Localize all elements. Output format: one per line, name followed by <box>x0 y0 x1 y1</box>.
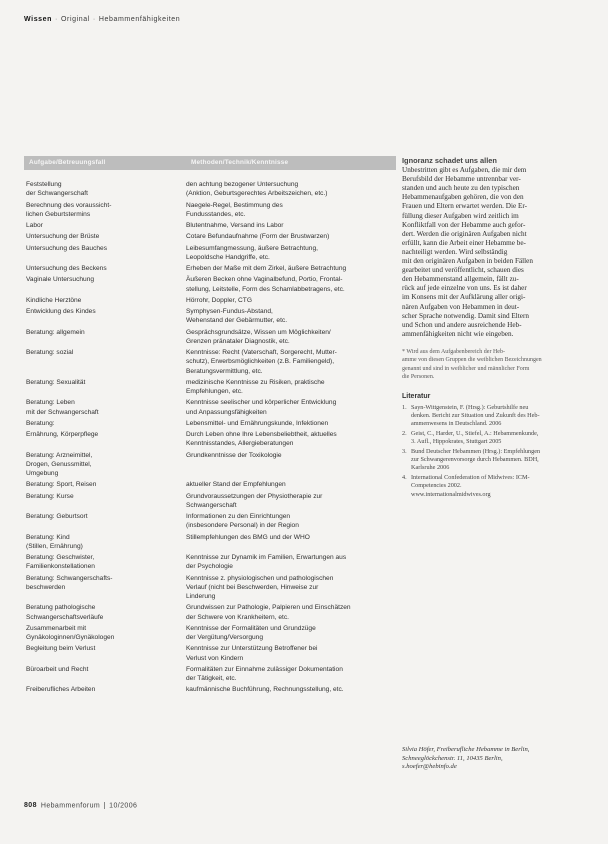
literature-line: Karlsruhe 2006 <box>411 464 450 472</box>
task-text: Beratung: Sport, Reisen <box>26 481 97 489</box>
method-cell <box>180 419 396 428</box>
task-text: der Schwangerschaft <box>26 190 88 198</box>
table-row <box>24 512 396 530</box>
task-text: Untersuchung des Bauches <box>26 244 108 252</box>
literature-item <box>402 404 584 429</box>
task-text: Ernährung, Körperpflege <box>26 431 99 439</box>
method-text: der Schwere von Krankheitern, etc. <box>186 613 289 621</box>
footnote <box>402 348 584 382</box>
method-cell <box>180 328 396 346</box>
method-cell <box>180 430 396 448</box>
task-text: Feststellung <box>26 181 62 188</box>
method-text: Kenntnisstandes, Allergieberatungen <box>186 440 294 448</box>
method-cell <box>180 275 396 293</box>
body-text-line: scher Sprache notwendig. Damit sind Eltern <box>402 311 529 320</box>
method-text: schutz), Erwerbsmöglichkeiten (z.B. Familiengeld), <box>186 358 335 366</box>
method-cell <box>180 480 396 489</box>
task-text: Familienkonstellationen <box>26 563 95 571</box>
method-text: Hörrohr, Doppler, CTG <box>186 296 252 304</box>
task-text: Vaginale Untersuchung <box>26 276 95 284</box>
task-cell <box>24 348 180 376</box>
task-text: Beratung: Geschwister, <box>26 554 95 562</box>
literature-text <box>411 474 530 499</box>
method-text: Gesprächsgrundsätze, Wissen um Möglichkeiten/ <box>186 328 331 336</box>
literature-text <box>411 404 540 429</box>
task-cell <box>24 378 180 396</box>
method-text: Leopoldsche Handgriffe, etc. <box>186 253 270 261</box>
task-text: Beratung: Sexualität <box>26 378 86 386</box>
task-cell <box>24 180 180 198</box>
body-text-line: nachteiligt werden. Wird selbständig <box>402 247 508 256</box>
method-text: Fundusstandes, etc. <box>186 210 246 218</box>
task-cell <box>24 244 180 262</box>
footnote-line: amme von diesen Gruppen die weiblichen Bezeichnungen <box>402 357 542 364</box>
method-text: Linderung <box>186 593 216 601</box>
method-text: kaufmännische Buchführung, Rechnungsstellung, etc. <box>186 686 344 694</box>
task-cell <box>24 480 180 489</box>
author-info <box>402 746 584 772</box>
table-row <box>24 275 396 293</box>
task-text: Beratung: Arzneimittel, <box>26 451 93 459</box>
literature-line: www.internationalmidwives.org <box>411 490 491 498</box>
journal-issue: 10/2006 <box>109 802 138 810</box>
method-cell <box>180 180 396 198</box>
method-cell <box>180 603 396 621</box>
journal-name: Hebammenforum <box>40 802 101 810</box>
task-text: Labor <box>26 222 43 229</box>
method-text: Leibesumfangmessung, äußere Betrachtung, <box>186 244 318 252</box>
method-text: Kenntnisse z. physiologischen und pathologischen <box>186 574 334 582</box>
task-text: (Stillen, Ernährung) <box>26 542 83 550</box>
method-cell <box>180 624 396 642</box>
table-row <box>24 665 396 683</box>
author-address-line: Schneeglöckchenstr. 11, 10435 Berlin, <box>402 754 503 762</box>
body-text-line: gearbeitet und veröffentlicht, schauen dies <box>402 266 524 275</box>
task-text: Zusammenarbeit mit <box>26 624 87 632</box>
table-row <box>24 603 396 621</box>
table-header <box>24 156 396 170</box>
literature-number: 1. <box>402 403 407 411</box>
body-text-line: im Konsens mit der Aufklärung aller origi- <box>402 293 526 302</box>
running-head-section: Wissen <box>24 16 53 23</box>
literature-line: Sayn-Wittgenstein, F. (Hrsg.): Geburtshilfe neu <box>411 403 529 411</box>
task-cell <box>24 328 180 346</box>
method-text: Grenzen pränataler Diagnostik, etc. <box>186 337 290 345</box>
table-header-task: Aufgabe/Betreuungsfall <box>29 159 106 167</box>
body-text-line: füllung dieser Aufgaben wird zeitlich im <box>402 211 519 220</box>
task-cell <box>24 665 180 683</box>
task-text: Begleitung beim Verlust <box>26 645 96 653</box>
literature-item <box>402 474 584 499</box>
method-cell <box>180 221 396 230</box>
table-row <box>24 232 396 241</box>
task-cell <box>24 296 180 305</box>
table-row <box>24 244 396 262</box>
method-cell <box>180 512 396 530</box>
method-text: Blutentnahme, Versand ins Labor <box>186 222 284 229</box>
running-head-category: Original <box>60 16 90 23</box>
literature-line: International Confederation of Midwives: ICM- <box>411 473 530 481</box>
author-address-line: s.hoefer@hebinfo.de <box>402 763 457 771</box>
table-row <box>24 378 396 396</box>
method-cell <box>180 201 396 219</box>
table-body <box>24 180 396 695</box>
method-text: Kenntnisse zur Dynamik im Familien, Erwartungen aus <box>186 554 347 562</box>
task-cell <box>24 419 180 428</box>
task-text: Berechnung des voraussicht- <box>26 201 112 209</box>
table-row <box>24 492 396 510</box>
literature-line: Geist, C., Harder, U., Stiefel, A.: Hebammenkunde, <box>411 429 539 437</box>
method-text: den achtung bezogener Untersuchung <box>186 181 299 188</box>
task-cell <box>24 221 180 230</box>
task-cell <box>24 275 180 293</box>
method-cell <box>180 492 396 510</box>
body-text-line: und Schon und andere ausreichende Heb- <box>402 320 522 329</box>
method-text: Lebensmittel- und Ernährungskunde, Infektionen <box>186 419 329 427</box>
method-cell <box>180 644 396 662</box>
method-cell <box>180 296 396 305</box>
task-text: mit der Schwangerschaft <box>26 408 99 416</box>
method-text: (insbesondere Personal) in der Region <box>186 522 299 530</box>
section-heading: Ignoranz schadet uns allen <box>402 156 497 165</box>
task-cell <box>24 264 180 273</box>
method-text: der Tätigkeit, etc. <box>186 675 237 683</box>
method-text: Formalitäten zur Einnahme zulässiger Dokumentation <box>186 665 343 673</box>
literature-item <box>402 448 584 473</box>
running-head-separator: · <box>55 16 58 23</box>
running-head <box>24 16 180 23</box>
task-text: Kindliche Herztöne <box>26 296 82 304</box>
task-cell <box>24 644 180 662</box>
table-row <box>24 419 396 428</box>
task-text: Beratung: allgemein <box>26 328 85 336</box>
method-text: der Psychologie <box>186 563 233 571</box>
task-text: Umgebung <box>26 470 59 478</box>
table-header-methods: Methoden/Technik/Kenntnisse <box>191 159 289 167</box>
footer-divider <box>104 802 105 809</box>
task-text: Beratung: Geburtsort <box>26 513 88 521</box>
task-cell <box>24 232 180 241</box>
table-row <box>24 398 396 416</box>
method-text: Kenntnisse: Recht (Vaterschaft, Sorgerecht, Mutter- <box>186 349 337 357</box>
literature-line: Competencies 2002. <box>411 482 462 490</box>
method-text: Schwangerschaft <box>186 501 237 509</box>
author-line: Silvia Höfer, Freiberufliche Hebamme in Berlin, <box>402 746 530 753</box>
literature-line: zur Schwangerenvorsorge durch Hebammen. BDH, <box>411 456 539 464</box>
table-row <box>24 533 396 551</box>
task-cell <box>24 492 180 510</box>
task-text: Beratung: Schwangerschafts- <box>26 574 113 582</box>
task-cell <box>24 603 180 621</box>
method-cell <box>180 451 396 479</box>
literature-list <box>402 404 584 499</box>
literature-number: 3. <box>402 447 407 455</box>
method-text: Naegele-Regel, Bestimmung des <box>186 201 283 209</box>
table-row <box>24 553 396 571</box>
task-text: Beratung: Kurse <box>26 492 74 500</box>
method-text: Kenntnisse seelischer und körperlicher Entwicklung <box>186 399 337 407</box>
task-cell <box>24 451 180 479</box>
task-cell <box>24 624 180 642</box>
page-footer <box>24 802 137 809</box>
method-cell <box>180 665 396 683</box>
method-text: Empfehlungen, etc. <box>186 388 243 396</box>
table-row <box>24 624 396 642</box>
literature-line: denken. Bericht zur Situation und Zukunft des Heb- <box>411 412 540 419</box>
body-text-line: standen und auch heute zu den typischen <box>402 184 520 193</box>
method-text: Erheben der Maße mit dem Zirkel, äußere Betrachtung <box>186 265 347 273</box>
method-text: Informationen zu den Einrichtungen <box>186 513 291 521</box>
method-text: Grundvoraussetzungen der Physiotherapie zur <box>186 492 323 500</box>
method-text: Symphysen-Fundus-Abstand, <box>186 308 273 316</box>
method-text: (Anktion, Geburtsgerechtes Arbeitszeichen, etc.) <box>186 190 328 198</box>
method-text: Grundwissen zur Pathologie, Palpieren und Einschätzen <box>186 604 351 612</box>
task-text: Freiberufliches Arbeiten <box>26 686 96 694</box>
body-text-line: Frauen und Eltern erwartet werden. Die Er- <box>402 202 527 211</box>
method-text: Kenntnisse zur Unterstützung Betroffener bei <box>186 645 318 653</box>
method-text: Grundkenntnisse der Toxikologie <box>186 451 282 459</box>
page-number: 808 <box>24 802 37 810</box>
table-row <box>24 430 396 448</box>
method-cell <box>180 533 396 551</box>
table-row <box>24 480 396 489</box>
running-head-topic: Hebammenfähigkeiten <box>98 16 181 23</box>
task-text: Untersuchung des Beckens <box>26 265 107 273</box>
task-text: Drogen, Genussmittel, <box>26 460 92 468</box>
method-text: aktueller Stand der Empfehlungen <box>186 481 286 489</box>
method-cell <box>180 685 396 694</box>
body-text-line: dert. Werden die originären Aufgaben nicht <box>402 229 527 238</box>
task-text: Beratung: sozial <box>26 349 74 357</box>
table-row <box>24 685 396 694</box>
literature-item <box>402 430 584 447</box>
literature-line: Bund Deutscher Hebammen (Hrsg.): Empfehlungen <box>411 447 541 455</box>
task-cell <box>24 430 180 448</box>
task-text: lichen Geburtstermins <box>26 210 91 218</box>
task-cell <box>24 201 180 219</box>
task-text: Schwangerschaftsverläufe <box>26 613 104 621</box>
body-text-line: nären Aufgaben von Hebammen in deut- <box>402 302 520 311</box>
task-cell <box>24 533 180 551</box>
method-text: Durch Leben ohne Ihre Lebensbeliebtheit, aktuelles <box>186 431 337 439</box>
method-text: und Anpassungsfähigkeiten <box>186 408 267 416</box>
method-cell <box>180 378 396 396</box>
method-text: Verlauf (nicht bei Beschwerden, Hinweise zur <box>186 583 319 591</box>
table-row <box>24 264 396 273</box>
literature-text <box>411 448 540 473</box>
task-text: Beratung: Kind <box>26 533 70 541</box>
method-cell <box>180 264 396 273</box>
method-cell <box>180 348 396 376</box>
body-text-line: Berufsbild der Hebamme untrennbar ver- <box>402 175 521 184</box>
method-cell <box>180 307 396 325</box>
table-row <box>24 348 396 376</box>
task-cell <box>24 398 180 416</box>
method-cell <box>180 244 396 262</box>
task-cell <box>24 685 180 694</box>
body-text-line: erfüllt, kann die Arbeit einer Hebamme be- <box>402 238 526 247</box>
body-text-line: ammenfähigkeiten nicht wie eingeben. <box>402 329 514 338</box>
task-text: beschwerden <box>26 583 66 591</box>
task-cell <box>24 553 180 571</box>
body-text-line: Unbestritten gibt es Aufgaben, die mir dem <box>402 166 527 175</box>
table-row <box>24 221 396 230</box>
task-cell <box>24 574 180 602</box>
method-cell <box>180 398 396 416</box>
body-text-line: Hebammenaufgaben gehören, die von den <box>402 193 524 202</box>
method-text: Äußeren Becken ohne Vaginalbefund, Portio, Frontal- <box>186 276 343 284</box>
literature-line: ammenwesens in Deutschland. 2006 <box>411 420 502 428</box>
running-head-separator: · <box>92 16 96 23</box>
method-cell <box>180 553 396 571</box>
article-body <box>402 166 584 339</box>
method-cell <box>180 232 396 241</box>
table-row <box>24 574 396 602</box>
table-row <box>24 328 396 346</box>
task-text: Beratung: Leben <box>26 399 75 407</box>
task-cell <box>24 512 180 530</box>
method-text: Beratungsvermittlung, etc. <box>186 367 263 375</box>
table-row <box>24 644 396 662</box>
body-text-line: Konfliktfall von der Hebamme auch gefor- <box>402 220 526 229</box>
literature-number: 2. <box>402 429 407 437</box>
task-text: Beratung pathologische <box>26 604 96 612</box>
footnote-line: * Wird aus dem Aufgabenbereich der Heb- <box>402 348 505 355</box>
method-text: Cotare Befundaufnahme (Form der Brustwarzen) <box>186 233 330 241</box>
method-cell <box>180 574 396 602</box>
footnote-line: die Personen. <box>402 374 435 381</box>
footnote-line: genannt und sind in weiblicher und männlicher Form <box>402 365 530 372</box>
method-text: stellung, Leitstelle, Form des Schamlabbetragens, etc. <box>186 285 345 293</box>
body-text-line: rück auf jede einzelne von uns. Es ist daher <box>402 284 527 293</box>
task-text: Entwicklung des Kindes <box>26 308 96 316</box>
task-cell <box>24 307 180 325</box>
table-row <box>24 180 396 198</box>
method-text: Stillempfehlungen des BMG und der WHO <box>186 533 310 541</box>
table-row <box>24 451 396 479</box>
tasks-table <box>24 156 396 697</box>
literature-number: 4. <box>402 473 407 481</box>
literature-text <box>411 430 538 447</box>
article-side-column <box>402 156 584 500</box>
method-text: medizinische Kenntnisse zu Risiken, praktische <box>186 378 325 386</box>
task-text: Beratung: <box>26 419 55 427</box>
table-row <box>24 307 396 325</box>
literature-line: 3. Aufl., Hippokrates, Stuttgart 2005 <box>411 438 502 446</box>
method-text: Wehenstand der Gebärmutter, etc. <box>186 317 288 325</box>
body-text-line: mit den originären Aufgaben in beiden Fällen <box>402 257 533 266</box>
task-text: Untersuchung der Brüste <box>26 233 100 241</box>
task-text: Gynäkologinnen/Gynäkologen <box>26 634 115 642</box>
table-row <box>24 296 396 305</box>
body-text-line: den Hebammenstand allgemein, fällt zu- <box>402 275 519 284</box>
task-text: Büroarbeit und Recht <box>26 665 89 673</box>
method-text: Verlust von Kindern <box>186 654 244 662</box>
method-text: Kenntnisse der Formalitäten und Grundzüge <box>186 624 316 632</box>
method-text: der Vergütung/Versorgung <box>186 634 263 642</box>
table-row <box>24 201 396 219</box>
literature-heading: Literatur <box>402 392 431 400</box>
